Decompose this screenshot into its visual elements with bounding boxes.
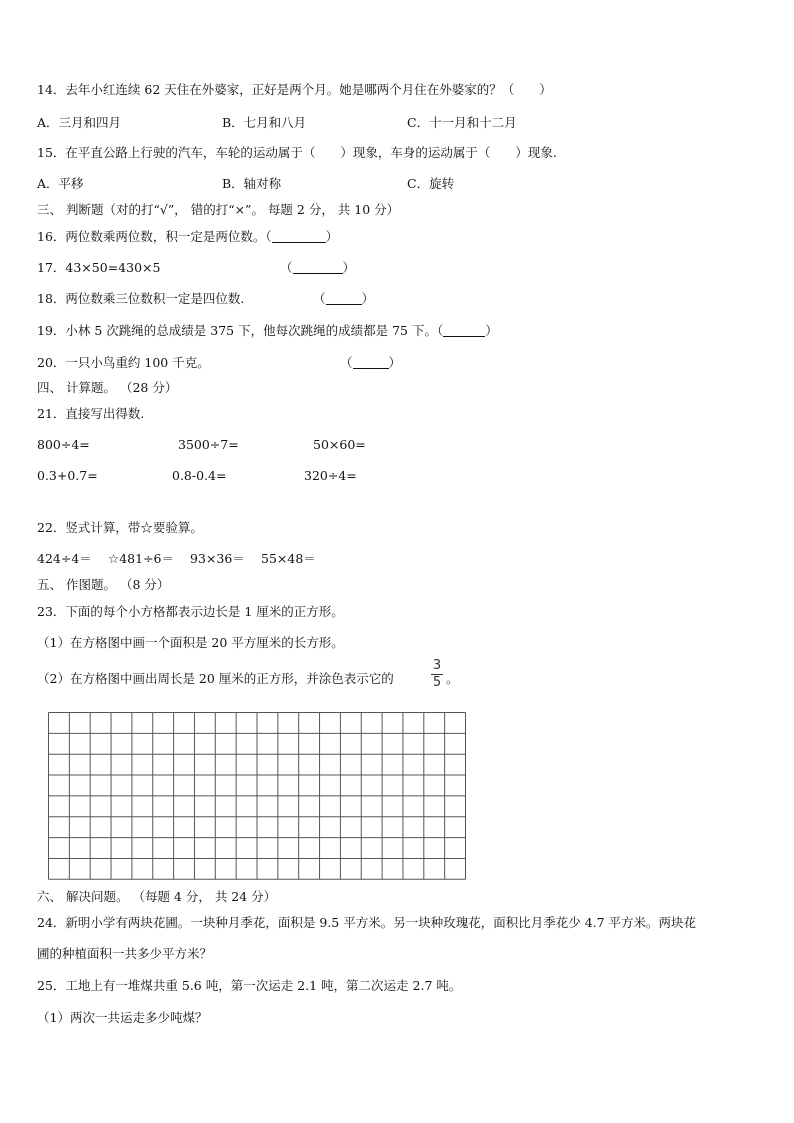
question-23-title: 23．下面的每个小方格都表示边长是 1 厘米的正方形。 <box>37 604 344 619</box>
question-23-part-2: （2）在方格图中画出周长是 20 厘米的正方形，并涂色表示它的 <box>37 671 394 686</box>
answer-blank[interactable] <box>443 324 485 337</box>
question-21-title: 21．直接写出得数. <box>37 406 145 421</box>
calc-item: 50×60= <box>313 437 366 452</box>
q15-option-b: B．轴对称 <box>222 176 282 191</box>
question-19: 19．小林 5 次跳绳的总成绩是 375 下，他每次跳绳的成绩都是 75 下。（ ） <box>37 323 498 338</box>
question-24-line-2: 圃的种植面积一共多少平方米？ <box>37 946 213 961</box>
section-4-title: 四、 计算题。 （28 分） <box>37 380 178 395</box>
square-grid[interactable] <box>48 712 467 882</box>
vertical-calc-item: 93×36＝ <box>190 551 245 566</box>
vertical-calc-item: 424÷4＝ <box>37 551 92 566</box>
fraction-three-fifths <box>431 659 443 690</box>
question-20-answer: （ ） <box>340 355 402 370</box>
answer-blank[interactable] <box>353 356 389 369</box>
q15-option-a: A．平移 <box>37 176 84 191</box>
question-24-line-1: 24．新明小学有两块花圃。一块种月季花，面积是 9.5 平方米。另一块种玫瑰花，面积比月季花少 4.7 平方米。两块花 <box>37 915 697 930</box>
question-19-text: 19．小林 5 次跳绳的总成绩是 375 下，他每次跳绳的成绩都是 75 下。（ <box>37 323 444 338</box>
question-16 <box>37 229 338 245</box>
question-16-close: ） <box>325 229 339 244</box>
section-3-title: 三、 判断题（对的打“√”， 错的打“×”。 每题 2 分， 共 10 分） <box>37 202 400 217</box>
question-18-text: 18．两位数乘三位数积一定是四位数. <box>37 291 245 306</box>
calc-item: 0.8-0.4= <box>172 468 227 483</box>
question-20-text: 20．一只小鸟重约 100 千克。 <box>37 355 210 370</box>
calc-item: 0.3+0.7= <box>37 468 98 483</box>
question-25-part-1: （1）两次一共运走多少吨煤？ <box>37 1010 208 1025</box>
question-15-stem: 15．在平直公路上行驶的汽车，车轮的运动属于（ ）现象，车身的运动属于（ ）现象. <box>37 145 557 160</box>
answer-blank[interactable] <box>272 230 326 243</box>
q14-option-a: A．三月和四月 <box>37 115 122 130</box>
vertical-calc-item: ☆481÷6＝ <box>108 551 174 566</box>
answer-blank[interactable] <box>293 261 343 274</box>
question-23-part-2-end: 。 <box>446 671 459 686</box>
section-6-title: 六、 解决问题。 （每题 4 分， 共 24 分） <box>37 889 277 904</box>
fraction-numerator: 3 <box>432 658 442 673</box>
calc-item: 800÷4= <box>37 437 90 452</box>
question-16-text: 16．两位数乘两位数，积一定是两位数。（ <box>37 229 272 244</box>
q14-option-b: B．七月和八月 <box>222 115 307 130</box>
vertical-calc-item: 55×48＝ <box>261 551 316 566</box>
q15-option-c: C．旋转 <box>407 176 455 191</box>
question-22-title: 22．竖式计算，带☆要验算。 <box>37 520 203 535</box>
fraction-denominator: 5 <box>432 675 442 690</box>
calc-item: 3500÷7= <box>178 437 239 452</box>
calc-item: 320÷4= <box>304 468 357 483</box>
question-25-stem: 25．工地上有一堆煤共重 5.6 吨，第一次运走 2.1 吨，第二次运走 2.7 吨。 <box>37 978 462 993</box>
question-17-text: 17．43×50=430×5 <box>37 260 161 275</box>
q14-option-c: C．十一月和十二月 <box>407 115 517 130</box>
question-18-answer: （ ） <box>313 291 375 306</box>
question-17-answer: （ ） <box>280 260 356 275</box>
question-14-stem: 14．去年小红连续 62 天住在外婆家，正好是两个月。她是哪两个月住在外婆家的？（ ） <box>37 82 552 97</box>
answer-blank[interactable] <box>326 292 362 305</box>
section-5-title: 五、 作图题。 （8 分） <box>37 577 170 592</box>
question-23-part-1: （1）在方格图中画一个面积是 20 平方厘米的长方形。 <box>37 635 344 650</box>
